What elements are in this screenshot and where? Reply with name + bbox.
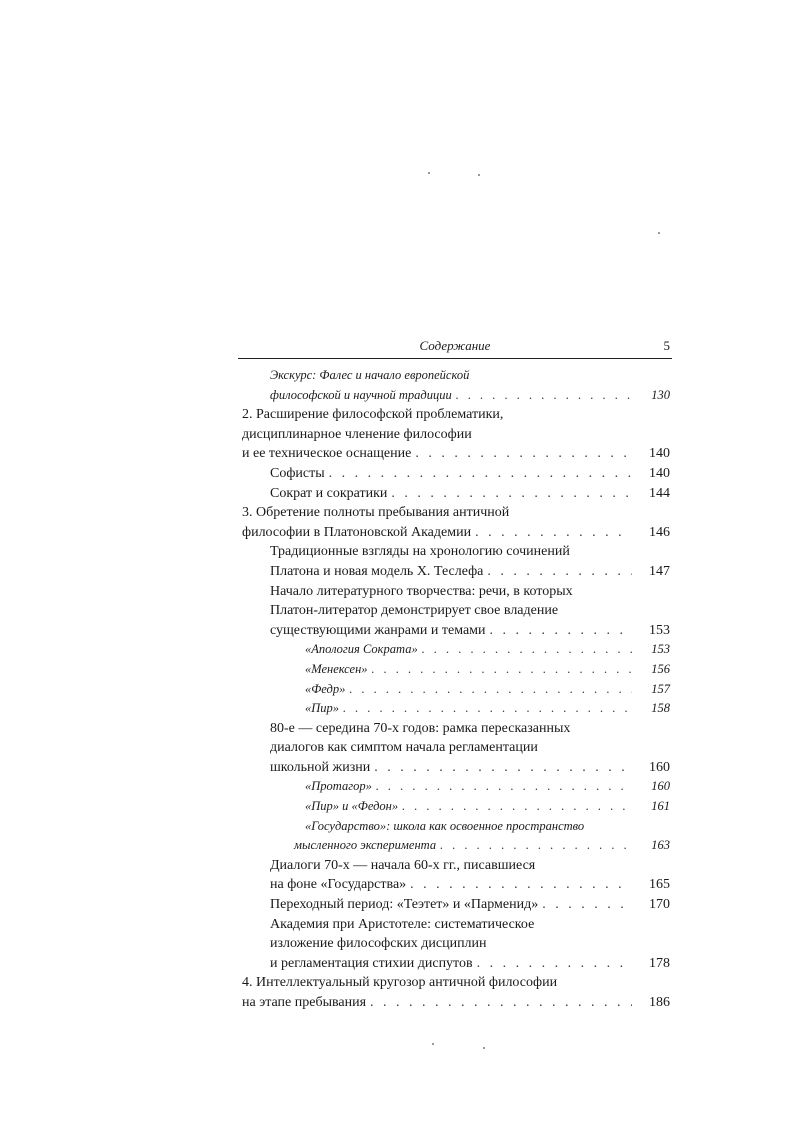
toc-entry bbox=[242, 523, 670, 543]
toc-entry-page: 140 bbox=[649, 465, 670, 481]
toc-entry-page: 178 bbox=[649, 955, 670, 971]
toc-entry bbox=[242, 464, 670, 484]
toc-entry-page: 158 bbox=[651, 701, 670, 716]
toc-entry bbox=[242, 444, 670, 464]
toc-entry-text: Платон-литератор демонстрирует свое владение bbox=[270, 603, 559, 619]
toc-entry-text: «Пир» bbox=[305, 701, 340, 716]
toc-entry-page: 160 bbox=[649, 759, 670, 775]
toc-leader-dots bbox=[343, 699, 632, 719]
header-page-number: 5 bbox=[663, 338, 670, 353]
toc-leader-dots bbox=[410, 875, 632, 895]
toc-leader-dots bbox=[477, 954, 632, 974]
toc-entry bbox=[242, 875, 670, 895]
toc-entry-text: Диалоги 70-х — начала 60-х гг., писавшиеся bbox=[270, 857, 536, 873]
toc-entry-text: философской и научной традиции bbox=[270, 387, 452, 402]
toc-entry-page: 147 bbox=[649, 563, 670, 579]
toc-entry-text: изложение философских дисциплин bbox=[270, 936, 487, 952]
toc-entry-page: 153 bbox=[649, 622, 670, 638]
toc-leader-dots bbox=[475, 523, 632, 543]
toc-entry bbox=[242, 973, 670, 993]
toc-entry bbox=[242, 680, 670, 700]
toc-entry-page: 156 bbox=[651, 661, 670, 676]
toc-entry-page: 170 bbox=[649, 897, 670, 913]
toc-leader-dots bbox=[376, 777, 632, 797]
toc-leader-dots bbox=[542, 895, 632, 915]
toc-entry-text: диалогов как симптом начала регламентации bbox=[270, 740, 538, 756]
toc-entry-page: 186 bbox=[649, 995, 670, 1010]
toc-entry bbox=[242, 954, 670, 974]
toc-entry-text: Платона и новая модель Х. Теслефа bbox=[270, 563, 484, 579]
toc-entry bbox=[242, 758, 670, 778]
toc-entry bbox=[242, 856, 670, 876]
toc-entry-page: 165 bbox=[649, 877, 670, 893]
toc-entry bbox=[242, 738, 670, 758]
toc-entry bbox=[242, 797, 670, 817]
toc-leader-dots bbox=[391, 484, 632, 504]
toc-entry bbox=[242, 542, 670, 562]
toc-entry-page: 146 bbox=[649, 524, 670, 540]
toc-entry-text: «Пир» и «Федон» bbox=[305, 799, 399, 814]
toc-entry-text: школьной жизни bbox=[270, 759, 371, 775]
scan-speck bbox=[432, 1043, 434, 1045]
toc-entry bbox=[242, 621, 670, 641]
toc-entry-page: 163 bbox=[651, 838, 670, 853]
toc-entry bbox=[242, 660, 670, 680]
toc-entry-page: 140 bbox=[649, 446, 670, 462]
running-header bbox=[238, 338, 672, 359]
toc-entry bbox=[242, 915, 670, 935]
toc-leader-dots bbox=[487, 562, 632, 582]
toc-entry-text: на фоне «Государства» bbox=[270, 877, 407, 893]
scan-speck bbox=[428, 172, 430, 174]
toc-entry bbox=[242, 484, 670, 504]
toc-entry-text: Традиционные взгляды на хронологию сочинений bbox=[270, 544, 570, 560]
toc-entry-text: дисциплинарное членение философии bbox=[242, 426, 472, 442]
toc-entry bbox=[242, 405, 670, 425]
toc-entry-text: «Апология Сократа» bbox=[305, 642, 418, 657]
toc-entry-text: существующими жанрами и темами bbox=[270, 622, 486, 638]
toc-entry-page: 144 bbox=[649, 485, 670, 501]
toc-leader-dots bbox=[490, 621, 632, 641]
toc-entry bbox=[242, 934, 670, 954]
toc-entry bbox=[242, 386, 670, 406]
toc-entry-text: Экскурс: Фалес и начало европейской bbox=[270, 368, 470, 382]
toc-entry-text: и ее техническое оснащение bbox=[242, 446, 412, 462]
toc-entry-text: «Государство»: школа как освоенное пространство bbox=[305, 818, 585, 833]
toc-entry bbox=[242, 895, 670, 915]
toc-leader-dots bbox=[372, 660, 632, 680]
toc-entry bbox=[242, 503, 670, 523]
toc-entry bbox=[242, 817, 670, 837]
toc-leader-dots bbox=[374, 758, 632, 778]
toc-entry-text: Сократ и сократики bbox=[270, 485, 388, 501]
toc-entry bbox=[242, 601, 670, 621]
scan-speck bbox=[483, 1047, 485, 1049]
toc-entry bbox=[242, 425, 670, 445]
toc-entry bbox=[242, 836, 670, 856]
toc-entry bbox=[242, 777, 670, 797]
toc-entry bbox=[242, 582, 670, 602]
toc-entry-text: философии в Платоновской Академии bbox=[242, 524, 472, 540]
toc-entry bbox=[242, 562, 670, 582]
toc-entry-page: 157 bbox=[651, 681, 670, 696]
toc-leader-dots bbox=[456, 386, 632, 406]
toc-leader-dots bbox=[329, 464, 632, 484]
toc-leader-dots bbox=[349, 680, 632, 700]
table-of-contents bbox=[242, 366, 670, 1013]
toc-entry-text: мысленного эксперимента bbox=[294, 838, 437, 853]
toc-entry-page: 130 bbox=[651, 387, 670, 402]
toc-entry-text: «Менексен» bbox=[305, 661, 368, 676]
toc-entry-text: 3. Обретение полноты пребывания античной bbox=[242, 505, 510, 521]
toc-leader-dots bbox=[422, 640, 632, 660]
toc-entry bbox=[242, 719, 670, 739]
toc-entry bbox=[242, 699, 670, 719]
toc-entry-text: Софисты bbox=[270, 465, 325, 481]
toc-entry-text: на этапе пребывания bbox=[242, 995, 367, 1010]
toc-entry-page: 153 bbox=[651, 642, 670, 657]
toc-entry-text: «Протагор» bbox=[305, 779, 372, 794]
toc-leader-dots bbox=[440, 836, 632, 856]
toc-entry-text: 80-е — середина 70-х годов: рамка пересказанных bbox=[270, 720, 571, 736]
toc-entry bbox=[242, 366, 670, 386]
toc-entry bbox=[242, 993, 670, 1013]
toc-entry-text: 2. Расширение философской проблематики, bbox=[242, 407, 504, 423]
scan-speck bbox=[658, 232, 660, 234]
toc-entry bbox=[242, 640, 670, 660]
toc-entry-text: Начало литературного творчества: речи, в которых bbox=[270, 583, 573, 599]
toc-leader-dots bbox=[370, 993, 632, 1013]
toc-entry-page: 160 bbox=[651, 779, 670, 794]
scan-speck bbox=[478, 174, 480, 176]
toc-leader-dots bbox=[402, 797, 632, 817]
toc-entry-text: Переходный период: «Теэтет» и «Парменид» bbox=[270, 897, 539, 913]
toc-entry-text: «Федр» bbox=[305, 681, 346, 696]
toc-entry-page: 161 bbox=[651, 799, 670, 814]
toc-entry-text: 4. Интеллектуальный кругозор античной философии bbox=[242, 975, 558, 991]
toc-leader-dots bbox=[415, 444, 632, 464]
toc-entry-text: Академия при Аристотеле: систематическое bbox=[270, 916, 535, 932]
toc-entry-text: и регламентация стихии диспутов bbox=[270, 955, 473, 971]
header-title: Содержание bbox=[419, 338, 491, 353]
